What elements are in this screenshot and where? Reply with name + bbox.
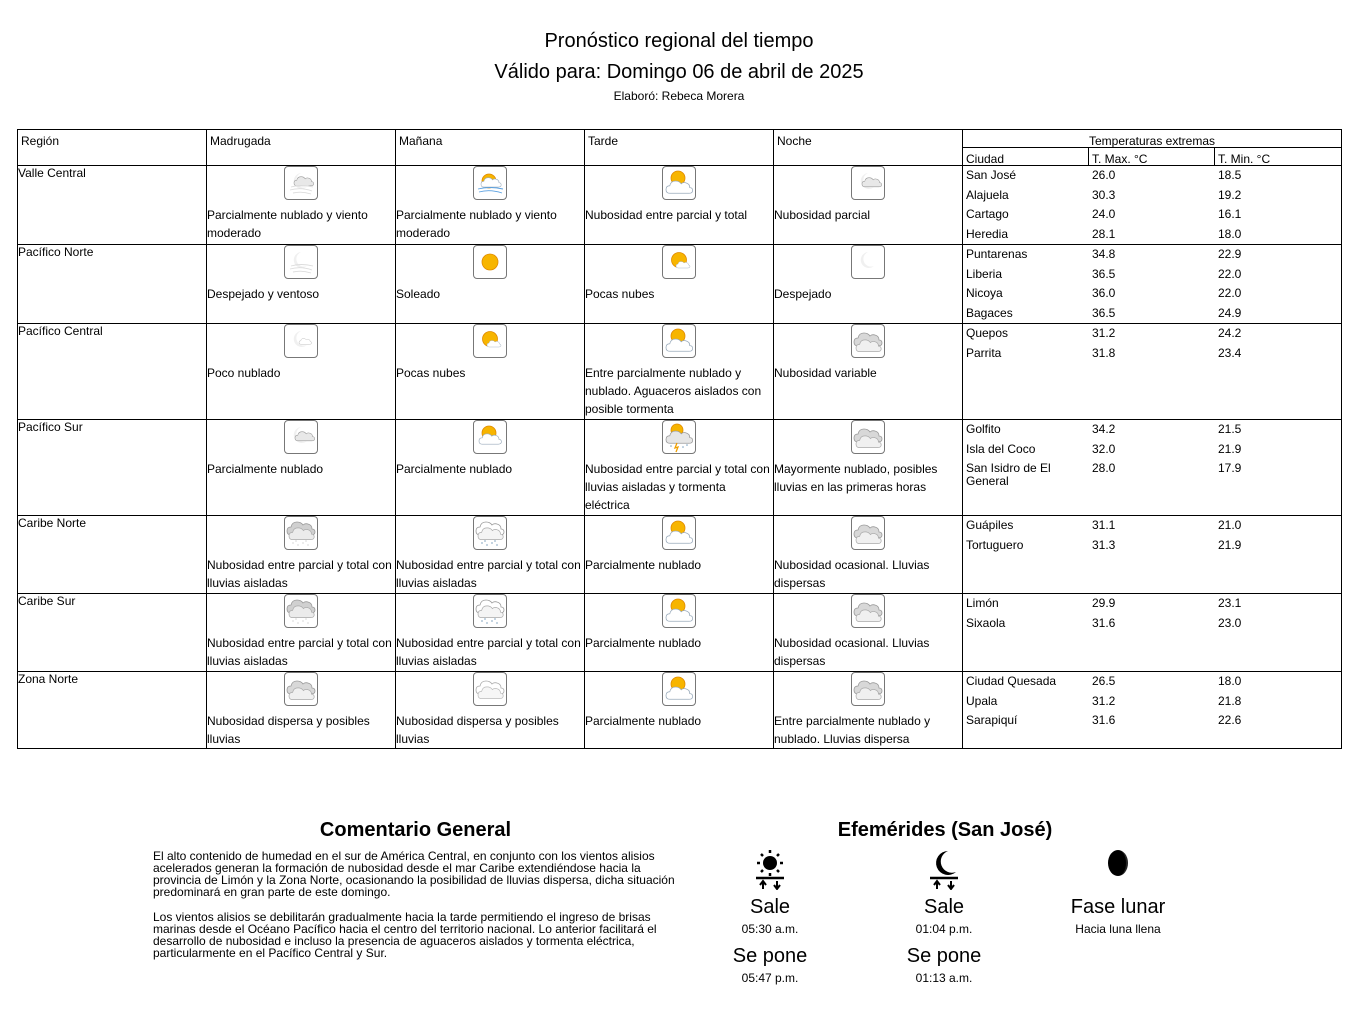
temp-min: 23.1 (1218, 596, 1242, 610)
temp-max: 32.0 (1092, 441, 1116, 456)
temperature-row (963, 672, 1341, 692)
temp-max: 26.5 (1092, 674, 1116, 688)
table-row (18, 420, 1342, 516)
city-name: Quepos (966, 326, 1009, 340)
region-name: Pacífico Norte (18, 245, 207, 324)
author: Elaboró: Rebeca Morera (613, 89, 745, 103)
forecast-text: Entre parcialmente nublado y nublado. Lluvias dispersa (774, 714, 931, 746)
forecast-noche (774, 245, 963, 324)
temp-min: 21.9 (1218, 537, 1242, 552)
comment-title: Comentario General (319, 819, 512, 841)
col-region: Región (18, 130, 207, 166)
col-noche: Noche (774, 130, 963, 166)
temp-min: 22.6 (1218, 713, 1242, 727)
temperature-row (963, 245, 1341, 265)
day-rain-icon (473, 516, 507, 550)
forecast-manana (396, 245, 585, 324)
temp-max: 31.6 (1092, 713, 1116, 727)
city-name: Cartago (966, 207, 1009, 221)
forecast-manana (396, 324, 585, 420)
temperature-row (963, 284, 1341, 304)
temp-max: 28.0 (1092, 461, 1116, 475)
forecast-tarde (585, 245, 774, 324)
moon-set-time: 01:13 a.m. (915, 971, 973, 985)
city-name: Nicoya (966, 286, 1003, 300)
forecast-noche (774, 516, 963, 594)
forecast-text: Soleado (396, 287, 441, 301)
day-few-clouds-icon (662, 245, 696, 279)
temp-max: 31.2 (1092, 326, 1116, 340)
forecast-table (17, 129, 1342, 749)
temp-min: 19.2 (1218, 187, 1242, 202)
moon-phase-column (1038, 848, 1198, 936)
temp-min: 22.9 (1218, 247, 1242, 261)
forecast-text: Nubosidad entre parcial y total con lluvias aisladas (207, 636, 392, 668)
forecast-text: Poco nublado (207, 366, 281, 380)
table-row (18, 672, 1342, 749)
night-few-clouds-icon (284, 324, 318, 358)
day-partly-cloudy-wind-icon (473, 166, 507, 200)
region-name: Pacífico Sur (18, 420, 207, 516)
temp-max: 26.0 (1092, 168, 1116, 182)
day-cloudy-icon (662, 166, 696, 200)
moon-phase-label: Fase lunar (1070, 896, 1166, 918)
night-clear-wind-icon (284, 245, 318, 279)
forecast-tarde (585, 516, 774, 594)
day-cloudy-icon (662, 324, 696, 358)
temperature-row (963, 692, 1341, 712)
forecast-manana (396, 672, 585, 749)
forecast-text: Nubosidad dispersa y posibles lluvias (207, 714, 370, 746)
forecast-text: Nubosidad dispersa y posibles lluvias (396, 714, 559, 746)
sunny-icon (473, 245, 507, 279)
day-rain-icon (473, 594, 507, 628)
night-partly-cloudy-wind-icon (284, 166, 318, 200)
forecast-madrugada (207, 516, 396, 594)
extremes-title: Temperaturas extremas (963, 130, 1341, 148)
moon-set-label: Se pone (906, 945, 982, 967)
forecast-madrugada (207, 324, 396, 420)
day-overcast-icon (473, 672, 507, 706)
moon-rise-label: Sale (923, 896, 965, 918)
city-name: Sixaola (966, 615, 1006, 630)
moon-phase-value: Hacia luna llena (1075, 922, 1161, 936)
col-tarde: Tarde (585, 130, 774, 166)
comment-paragraph-2: Los vientos alisios se debilitarán gradualmente hacia la tarde permitiendo el ingreso de brisas marinas desde el Océano Pacífico hacia el centro del territorio nacional. Lo anterior facilitará el desarrollo de nubosidad e incluso la presencia de aguaceros aislados y tormenta eléctrica, particularmente en el Pacífico Central y Sur. (153, 910, 657, 960)
forecast-text: Mayormente nublado, posibles lluvias en las primeras horas (774, 462, 938, 494)
table-row (18, 166, 1342, 245)
forecast-text: Nubosidad ocasional. Lluvias dispersas (774, 558, 930, 590)
sun-rise-label: Sale (749, 896, 791, 918)
valid-date: Válido para: Domingo 06 de abril de 2025 (494, 61, 864, 83)
city-name: San Isidro de El General (966, 461, 1051, 488)
night-partly-cloudy-icon (284, 420, 318, 454)
table-row (18, 324, 1342, 420)
temp-min: 18.5 (1218, 168, 1242, 182)
ephemerides-title: Efemérides (San José) (837, 819, 1053, 841)
forecast-text: Parcialmente nublado y viento moderado (207, 208, 368, 240)
temp-min: 21.8 (1218, 693, 1242, 708)
night-cloudy-icon (851, 516, 885, 550)
city-name: Guápiles (966, 518, 1014, 532)
region-name: Pacífico Central (18, 324, 207, 420)
temp-min: 23.0 (1218, 615, 1242, 630)
forecast-text: Parcialmente nublado (585, 636, 702, 650)
temperature-list (963, 594, 1342, 672)
forecast-text: Despejado y ventoso (207, 287, 320, 301)
forecast-tarde (585, 672, 774, 749)
forecast-text: Parcialmente nublado (207, 462, 324, 476)
temperature-row (963, 324, 1341, 344)
city-name: Liberia (966, 266, 1003, 281)
temperature-row (963, 344, 1341, 364)
temp-min: 18.0 (1218, 226, 1242, 241)
sun-column (690, 848, 850, 985)
night-rain-icon (284, 594, 318, 628)
forecast-text: Parcialmente nublado y viento moderado (396, 208, 557, 240)
forecast-text: Nubosidad entre parcial y total con lluvias aisladas y tormenta eléctrica (585, 462, 770, 512)
forecast-madrugada (207, 672, 396, 749)
temp-min: 16.1 (1218, 207, 1242, 221)
day-few-clouds-icon (473, 324, 507, 358)
temperature-row (963, 265, 1341, 285)
forecast-tarde (585, 594, 774, 672)
temperature-row (963, 516, 1341, 536)
temperature-list (963, 324, 1342, 420)
temperature-row (963, 614, 1341, 634)
forecast-noche (774, 324, 963, 420)
temperature-list (963, 420, 1342, 516)
moon-phase-icon (1098, 848, 1138, 890)
col-extremes (963, 130, 1342, 166)
temp-min: 21.0 (1218, 518, 1242, 532)
city-name: Tortuguero (966, 537, 1024, 552)
forecast-noche (774, 594, 963, 672)
temp-min: 22.0 (1218, 286, 1242, 300)
page-header (0, 28, 1354, 102)
temp-max: 24.0 (1092, 207, 1116, 221)
temp-max: 29.9 (1092, 596, 1116, 610)
table-header-row (18, 130, 1342, 166)
temp-min: 22.0 (1218, 266, 1242, 281)
col-manana: Mañana (396, 130, 585, 166)
col-city: Ciudad (963, 148, 1089, 165)
temperature-row (963, 225, 1341, 245)
temp-max: 36.0 (1092, 286, 1116, 300)
forecast-text: Nubosidad parcial (774, 208, 871, 222)
night-cloudy-icon (851, 324, 885, 358)
table-row (18, 245, 1342, 324)
forecast-text: Parcialmente nublado (585, 714, 702, 728)
temperature-list (963, 672, 1342, 749)
city-name: Puntarenas (966, 247, 1028, 261)
temperature-row (963, 536, 1341, 556)
page-title: Pronóstico regional del tiempo (544, 30, 814, 52)
forecast-madrugada (207, 245, 396, 324)
temp-max: 30.3 (1092, 187, 1116, 202)
col-tmin: T. Min. °C (1218, 152, 1271, 166)
temp-max: 36.5 (1092, 305, 1116, 320)
night-rain-icon (284, 516, 318, 550)
city-name: Heredia (966, 226, 1009, 241)
forecast-text: Nubosidad entre parcial y total con lluvias aisladas (396, 636, 581, 668)
temp-min: 24.2 (1218, 326, 1242, 340)
sun-set-time: 05:47 p.m. (741, 971, 799, 985)
city-name: Ciudad Quesada (966, 674, 1057, 688)
day-cloudy-icon (662, 516, 696, 550)
forecast-tarde (585, 166, 774, 245)
temperature-row (963, 459, 1341, 488)
forecast-manana (396, 594, 585, 672)
day-cloudy-icon (662, 594, 696, 628)
forecast-tarde (585, 324, 774, 420)
col-madrugada: Madrugada (207, 130, 396, 166)
temp-min: 21.9 (1218, 441, 1242, 456)
city-name: Upala (966, 693, 998, 708)
forecast-text: Pocas nubes (396, 366, 466, 380)
temp-min: 24.9 (1218, 305, 1242, 320)
city-name: Sarapiquí (966, 713, 1018, 727)
night-clear-icon (851, 245, 885, 279)
day-partly-cloudy-icon (473, 420, 507, 454)
night-partly-cloudy-icon (851, 166, 885, 200)
forecast-text: Nubosidad entre parcial y total con lluvias aisladas (396, 558, 581, 590)
sunrise-icon (750, 848, 790, 890)
forecast-madrugada (207, 420, 396, 516)
forecast-manana (396, 166, 585, 245)
region-name: Caribe Sur (18, 594, 207, 672)
region-name: Valle Central (18, 166, 207, 245)
temperature-row (963, 186, 1341, 206)
city-name: San José (966, 168, 1017, 182)
city-name: Alajuela (966, 187, 1009, 202)
temperature-row (963, 420, 1341, 440)
forecast-text: Nubosidad variable (774, 366, 877, 380)
temp-max: 34.8 (1092, 247, 1116, 261)
city-name: Parrita (966, 345, 1002, 360)
day-storm-icon (662, 420, 696, 454)
temperature-row (963, 304, 1341, 324)
temperature-row (963, 166, 1341, 186)
forecast-text: Despejado (774, 287, 832, 301)
forecast-manana (396, 420, 585, 516)
forecast-noche (774, 420, 963, 516)
city-name: Bagaces (966, 305, 1013, 320)
table-row (18, 594, 1342, 672)
temp-max: 28.1 (1092, 226, 1116, 241)
temperature-row (963, 205, 1341, 225)
city-name: Isla del Coco (966, 441, 1036, 456)
temp-max: 31.6 (1092, 615, 1116, 630)
night-cloudy-icon (284, 672, 318, 706)
moon-rise-time: 01:04 p.m. (915, 922, 973, 936)
forecast-text: Pocas nubes (585, 287, 655, 301)
forecast-text: Nubosidad entre parcial y total (585, 208, 748, 222)
moon-column (864, 848, 1024, 985)
temp-max: 34.2 (1092, 422, 1116, 436)
forecast-text: Nubosidad ocasional. Lluvias dispersas (774, 636, 930, 668)
col-tmax: T. Max. °C (1089, 148, 1215, 165)
night-cloudy-icon (851, 672, 885, 706)
forecast-madrugada (207, 594, 396, 672)
forecast-text: Nubosidad entre parcial y total con lluvias aisladas (207, 558, 392, 590)
night-cloudy-icon (851, 594, 885, 628)
temperature-list (963, 516, 1342, 594)
temp-max: 36.5 (1092, 266, 1116, 281)
region-name: Zona Norte (18, 672, 207, 749)
temperature-row (963, 594, 1341, 614)
temp-max: 31.1 (1092, 518, 1116, 532)
temp-max: 31.2 (1092, 693, 1116, 708)
forecast-noche (774, 672, 963, 749)
forecast-tarde (585, 420, 774, 516)
moonrise-icon (924, 848, 964, 890)
city-name: Limón (966, 596, 999, 610)
table-row (18, 516, 1342, 594)
forecast-madrugada (207, 166, 396, 245)
temperature-row (963, 440, 1341, 460)
region-name: Caribe Norte (18, 516, 207, 594)
temperature-list (963, 245, 1342, 324)
temperature-list (963, 166, 1342, 245)
comment-paragraph-1: El alto contenido de humedad en el sur de América Central, en conjunto con los vientos alisios acelerados generan la formación de nubosidad desde el mar Caribe extendiéndose hacia la provincia de Limón y la Zona Norte, ocasionando la posibilidad de lluvias dispersa, dicha situación predominará en gran parte de este domingo. (153, 849, 675, 899)
general-comment (153, 818, 678, 972)
sun-rise-time: 05:30 a.m. (741, 922, 799, 936)
temp-min: 23.4 (1218, 345, 1242, 360)
forecast-text: Parcialmente nublado (585, 558, 702, 572)
forecast-manana (396, 516, 585, 594)
temp-max: 31.3 (1092, 537, 1116, 552)
temp-min: 21.5 (1218, 422, 1242, 436)
city-name: Golfito (966, 422, 1001, 436)
temp-max: 31.8 (1092, 345, 1116, 360)
forecast-text: Entre parcialmente nublado y nublado. Aguaceros aislados con posible tormenta (585, 366, 762, 416)
ephemerides (690, 818, 1200, 985)
temperature-row (963, 711, 1341, 731)
forecast-noche (774, 166, 963, 245)
sun-set-label: Se pone (732, 945, 808, 967)
forecast-text: Parcialmente nublado (396, 462, 513, 476)
day-cloudy-icon (662, 672, 696, 706)
temp-min: 18.0 (1218, 674, 1242, 688)
temp-min: 17.9 (1218, 461, 1242, 475)
night-cloudy-icon (851, 420, 885, 454)
